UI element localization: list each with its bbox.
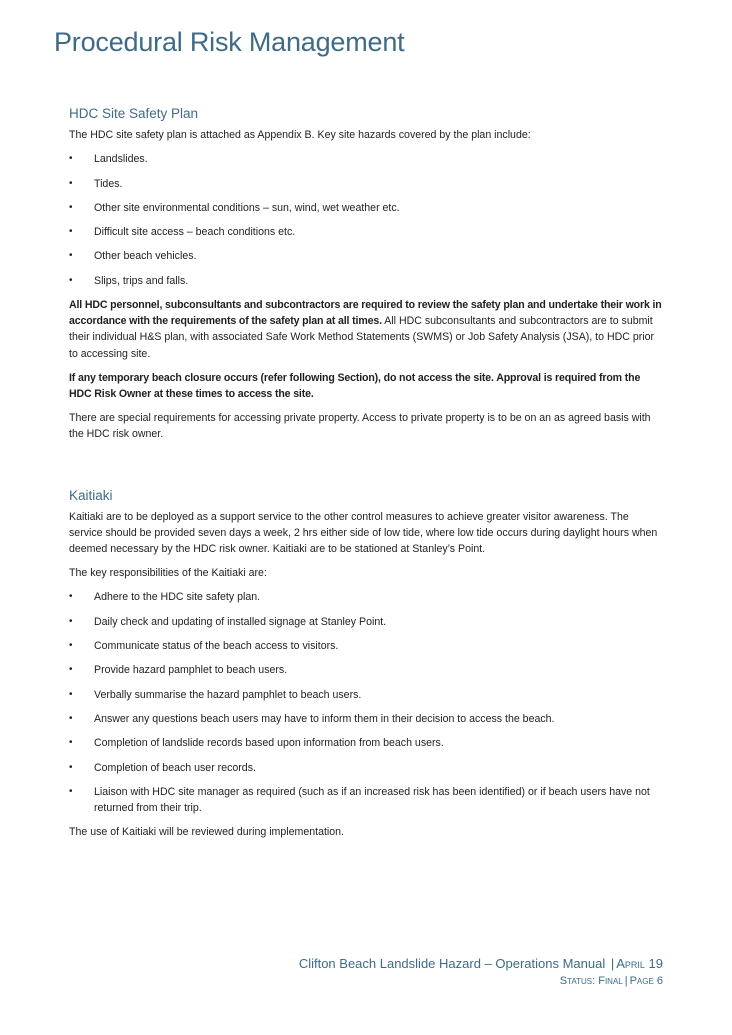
- list-item-text: Adhere to the HDC site safety plan.: [94, 591, 261, 604]
- list-item-text: Tides.: [94, 177, 123, 190]
- bullet-icon: •: [69, 664, 73, 676]
- footer-separator: |: [610, 956, 615, 971]
- kaitiaki-responsibilities-list: [69, 589, 665, 816]
- footer-document-title: Clifton Beach Landslide Hazard – Operations Manual: [298, 956, 606, 971]
- list-item-text: Answer any questions beach users may have to inform them in their decision to access the beach.: [94, 712, 555, 725]
- page-footer: [299, 955, 663, 989]
- section-site-safety-plan: [69, 105, 665, 443]
- kaitiaki-intro: Kaitiaki are to be deployed as a support service to the other control measures to achieve greater visitor awareness. The service should be provided seven days a week, 2 hrs either side of low tide, where low tide occurs during daylight hours when deemed necessary by the HDC risk owner. Kaitiaki are to be stationed at Stanley’s Point.: [69, 510, 658, 556]
- list-item-text: Communicate status of the beach access to visitors.: [94, 640, 339, 653]
- list-item: [69, 248, 665, 264]
- bullet-icon: •: [69, 785, 73, 797]
- safety-plan-requirement-text: All HDC subconsultants and subcontractors are to submit their individual H&S plan, with associated Safe Work Method Statements (SWMS) or Job Safety Analysis (JSA), to HDC prior to accessing site.: [69, 315, 655, 360]
- list-item: [69, 784, 665, 816]
- list-item-text: Slips, trips and falls.: [94, 274, 189, 287]
- list-item-text: Verbally summarise the hazard pamphlet to beach users.: [94, 688, 362, 701]
- kaitiaki-closing-note: The use of Kaitiaki will be reviewed during implementation.: [69, 826, 344, 839]
- list-item: [69, 735, 665, 751]
- document-body: [69, 105, 665, 849]
- bullet-icon: •: [69, 250, 73, 262]
- bullet-icon: •: [69, 201, 73, 213]
- bullet-icon: •: [69, 688, 73, 700]
- list-item: [69, 200, 665, 216]
- page-title: Procedural Risk Management: [54, 27, 405, 57]
- safety-plan-requirement-bold: All HDC personnel, subconsultants and subcontractors are required to review the safety plan and undertake their work in accordance with the requirements of the safety plan at all times.: [69, 298, 662, 328]
- section-heading-kaitiaki: Kaitiaki: [69, 487, 113, 503]
- footer-separator: |: [624, 975, 628, 987]
- list-item-text: Daily check and updating of installed signage at Stanley Point.: [94, 615, 387, 628]
- list-item: [69, 151, 665, 167]
- list-item: [69, 711, 665, 727]
- site-hazards-list: [69, 151, 665, 289]
- footer-status-line: Status: Final | Page 6: [559, 975, 663, 987]
- bullet-icon: •: [69, 615, 73, 627]
- list-item: [69, 638, 665, 654]
- kaitiaki-responsibilities-lead: The key responsibilities of the Kaitiaki are:: [69, 567, 267, 580]
- beach-closure-warning: If any temporary beach closure occurs (refer following Section), do not access the site. Approval is required from the HDC Risk Owner at these times to access the site.: [69, 371, 641, 400]
- bullet-icon: •: [69, 712, 73, 724]
- bullet-icon: •: [69, 177, 73, 189]
- bullet-icon: •: [69, 153, 73, 165]
- footer-status-label: Status: [559, 975, 593, 987]
- footer-status-value: Final: [598, 975, 623, 987]
- list-item: [69, 687, 665, 703]
- list-item: [69, 273, 665, 289]
- list-item-text: Other beach vehicles.: [94, 250, 197, 263]
- list-item-text: Completion of landslide records based upon information from beach users.: [94, 737, 444, 750]
- list-item-text: Completion of beach user records.: [94, 761, 256, 774]
- list-item: [69, 224, 665, 240]
- bullet-icon: •: [69, 761, 73, 773]
- private-property-paragraph: There are special requirements for accessing private property. Access to private property is to be on an as agreed basis with the HDC risk owner.: [69, 412, 651, 441]
- list-item: [69, 614, 665, 630]
- footer-document-line: [299, 955, 663, 973]
- section-heading-site-safety-plan: HDC Site Safety Plan: [69, 106, 199, 121]
- list-item: [69, 662, 665, 678]
- bullet-icon: •: [69, 274, 73, 286]
- list-item-text: Liaison with HDC site manager as required (such as if an increased risk has been identified) or if beach users have not returned from their trip.: [94, 785, 650, 814]
- bullet-icon: •: [69, 737, 73, 749]
- bullet-icon: •: [69, 226, 73, 238]
- list-item: [69, 176, 665, 192]
- list-item-text: Provide hazard pamphlet to beach users.: [94, 664, 288, 677]
- bullet-icon: •: [69, 640, 73, 652]
- list-item-text: Difficult site access – beach conditions etc.: [94, 226, 296, 239]
- list-item-text: Other site environmental conditions – sun, wind, wet weather etc.: [94, 201, 400, 214]
- bullet-icon: •: [69, 591, 73, 603]
- list-item-text: Landslides.: [94, 153, 148, 166]
- list-item: [69, 589, 665, 605]
- section-spacer: [69, 451, 665, 487]
- list-item: [69, 760, 665, 776]
- site-safety-intro: The HDC site safety plan is attached as Appendix B. Key site hazards covered by the plan include:: [69, 129, 531, 141]
- safety-plan-requirement-paragraph: [69, 297, 665, 362]
- section-kaitiaki: [69, 487, 665, 841]
- footer-page-number: Page 6: [629, 975, 663, 987]
- footer-date: April 19: [616, 956, 663, 971]
